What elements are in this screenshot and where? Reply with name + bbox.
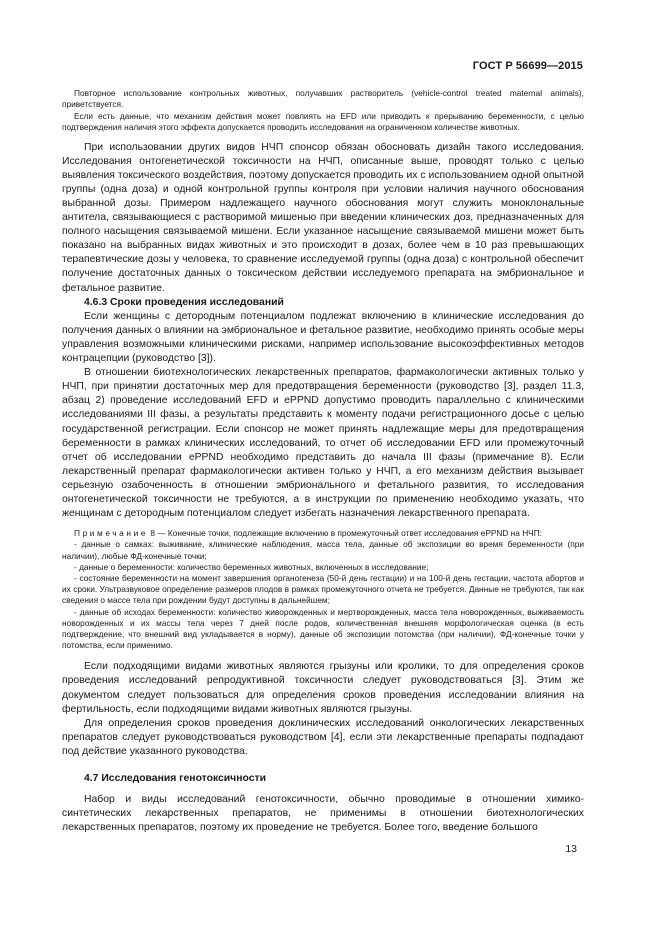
body-text-block <box>62 660 584 759</box>
note-item: - данные о самках: выживание, клинические наблюдения, масса тела, данные об экспозиции во время беременности (при наличии), любые ФД-конечные точки; <box>62 539 584 561</box>
note-item: - данные о беременности: количество беременных животных, включенных в исследование; <box>74 561 429 572</box>
note-label: Примечание <box>74 528 149 539</box>
note-item: - данные об исходах беременности: количество живорожденных и мертворожденных, масса тела новорожденных, выживаемость новорожденных и их массы тела через 7 дней после родов, количественная внешняя морфологическая оценка (в есть подтверждение, что внешний вид укладывается в норму), данные об экспозиции потомства (при наличии), ФД-конечные точки у потомства, если применимо. <box>62 606 584 651</box>
paragraph: Повторное использование контрольных животных, получавших растворитель (vehicle-control treated maternal animals), приветствуется. <box>62 88 584 110</box>
section-heading: 4.7 Исследования генотоксичности <box>84 773 266 785</box>
body-text-block <box>62 141 584 296</box>
document-id: ГОСТ Р 56699—2015 <box>472 60 583 72</box>
paragraph: Если есть данные, что механизм действия может повлиять на EFD или приводить к прерыванию беременности, с целью подтверждения наличия этого эффекта допускается проводить исследования на ограниченном количестве животных. <box>62 110 584 133</box>
note-item: - состояние беременности на момент завершения органогенеза (50-й день гестации) и на 100-й день гестации, частота абортов и их сроки. Ультразвуковое определение размеров плодов в рамках промежуточного отчета не требуется. Данные не требуются, так как сведения о массе тела при рождении будут доступны в дальнейшем; <box>62 572 584 606</box>
paragraph: При использовании других видов НЧП спонсор обязан обосновать дизайн такого исследования. Исследования онтогенетической токсичности на НЧП, описанные выше, проводят только с целью выявления токсического воздействия, поэтому допускается проводить их с использованием одной опытной группы (одна доза) и одной контрольной группы контроля при условии наличия научного обоснования выбранной дозы. Примером надлежащего научного обоснования могут служить моноклональные антитела, связывающиеся с растворимой мишенью при введении клинических доз, предназначенных для полного насыщения связываемой мишени. Если указанное насыщение связываемой мишени может быть показано на выбранных видах животных и это происходит в дозах, более чем в 10 раз превышающих терапевтические дозы у человека, то сравнение исследуемой группы (одна доза) с контрольной обеспечит получение достаточных данных о токсическом действии исследуемого препарата на эмбриональное и фетальное развитие. <box>62 141 584 294</box>
page-number: 13 <box>565 843 577 855</box>
paragraph: Для определения сроков проведения доклинических исследований онкологических лекарственных препаратов следует руководствоваться руководством [4], если эти лекарственные препараты подпадают под действие указанного руководства. <box>62 717 584 757</box>
note-lead <box>62 528 584 539</box>
paragraph: В отношении биотехнологических лекарственных препаратов, фармакологически активных только у НЧП, при принятии достаточных мер для предотвращения беременности (руководство [3], раздел 11.3, абзац 2) проведение исследований EFD и ePPND допустимо проводить параллельно с клиническими исследованиями III фазы, а результаты представить к моменту подачи регистрационного досье с целью государственной регистрации. Если спонсор не может принять надлежащие меры для предотвращения беременности в рамках клинических исследований, то отчет об исследовании EFD или промежуточный отчет об исследовании ePPND необходимо представить до начала III фазы (примечание 8). Если лекарственный препарат фармакологически активен только у НЧП, а его механизм действия вызывает серьезную озабоченность в отношении эмбрионального и фетального развития, то исследования онтогенетической токсичности не требуются, а в инструкции по применению необходимо указать, что женщинам с детородным потенциалом следует избегать назначения лекарственного препарата. <box>62 367 584 520</box>
body-text-block <box>62 793 584 835</box>
paragraph: Если подходящими видами животных являются грызуны или кролики, то для определения сроков проведения исследований репродуктивной токсичности следует руководствоваться [3]. Этим же документом следует пользоваться для определения сроков проведения исследовании влияния на фертильность, если подходящими видами животных являются грызуны. <box>62 661 584 715</box>
note-lead-text: 8 — Конечные точки, подлежащие включению в промежуточный ответ исследования ePPND на НЧП: <box>150 528 542 539</box>
paragraph: Если женщины с детородным потенциалом подлежат включению в клинические исследования до получения данных о влиянии на эмбриональное и фетальное развитие, необходимо принять особые меры управления возможными клиническими рисками, например использование высокоэффективных методов контрацепции (руководство [3]). <box>62 310 584 365</box>
section-heading: 4.6.3 Сроки проведения исследований <box>84 296 284 308</box>
note-block <box>62 528 584 651</box>
small-text-block <box>62 88 584 134</box>
page-content <box>62 88 584 835</box>
paragraph: Набор и виды исследований генотоксичности, обычно проводимые в отношении химико-синтетических лекарственных препаратов, не применимы в отношении биотехнологических лекарственных препаратов, поэтому их проведение не требуется. Более того, введение большого <box>62 794 584 834</box>
body-text-block <box>62 310 584 521</box>
